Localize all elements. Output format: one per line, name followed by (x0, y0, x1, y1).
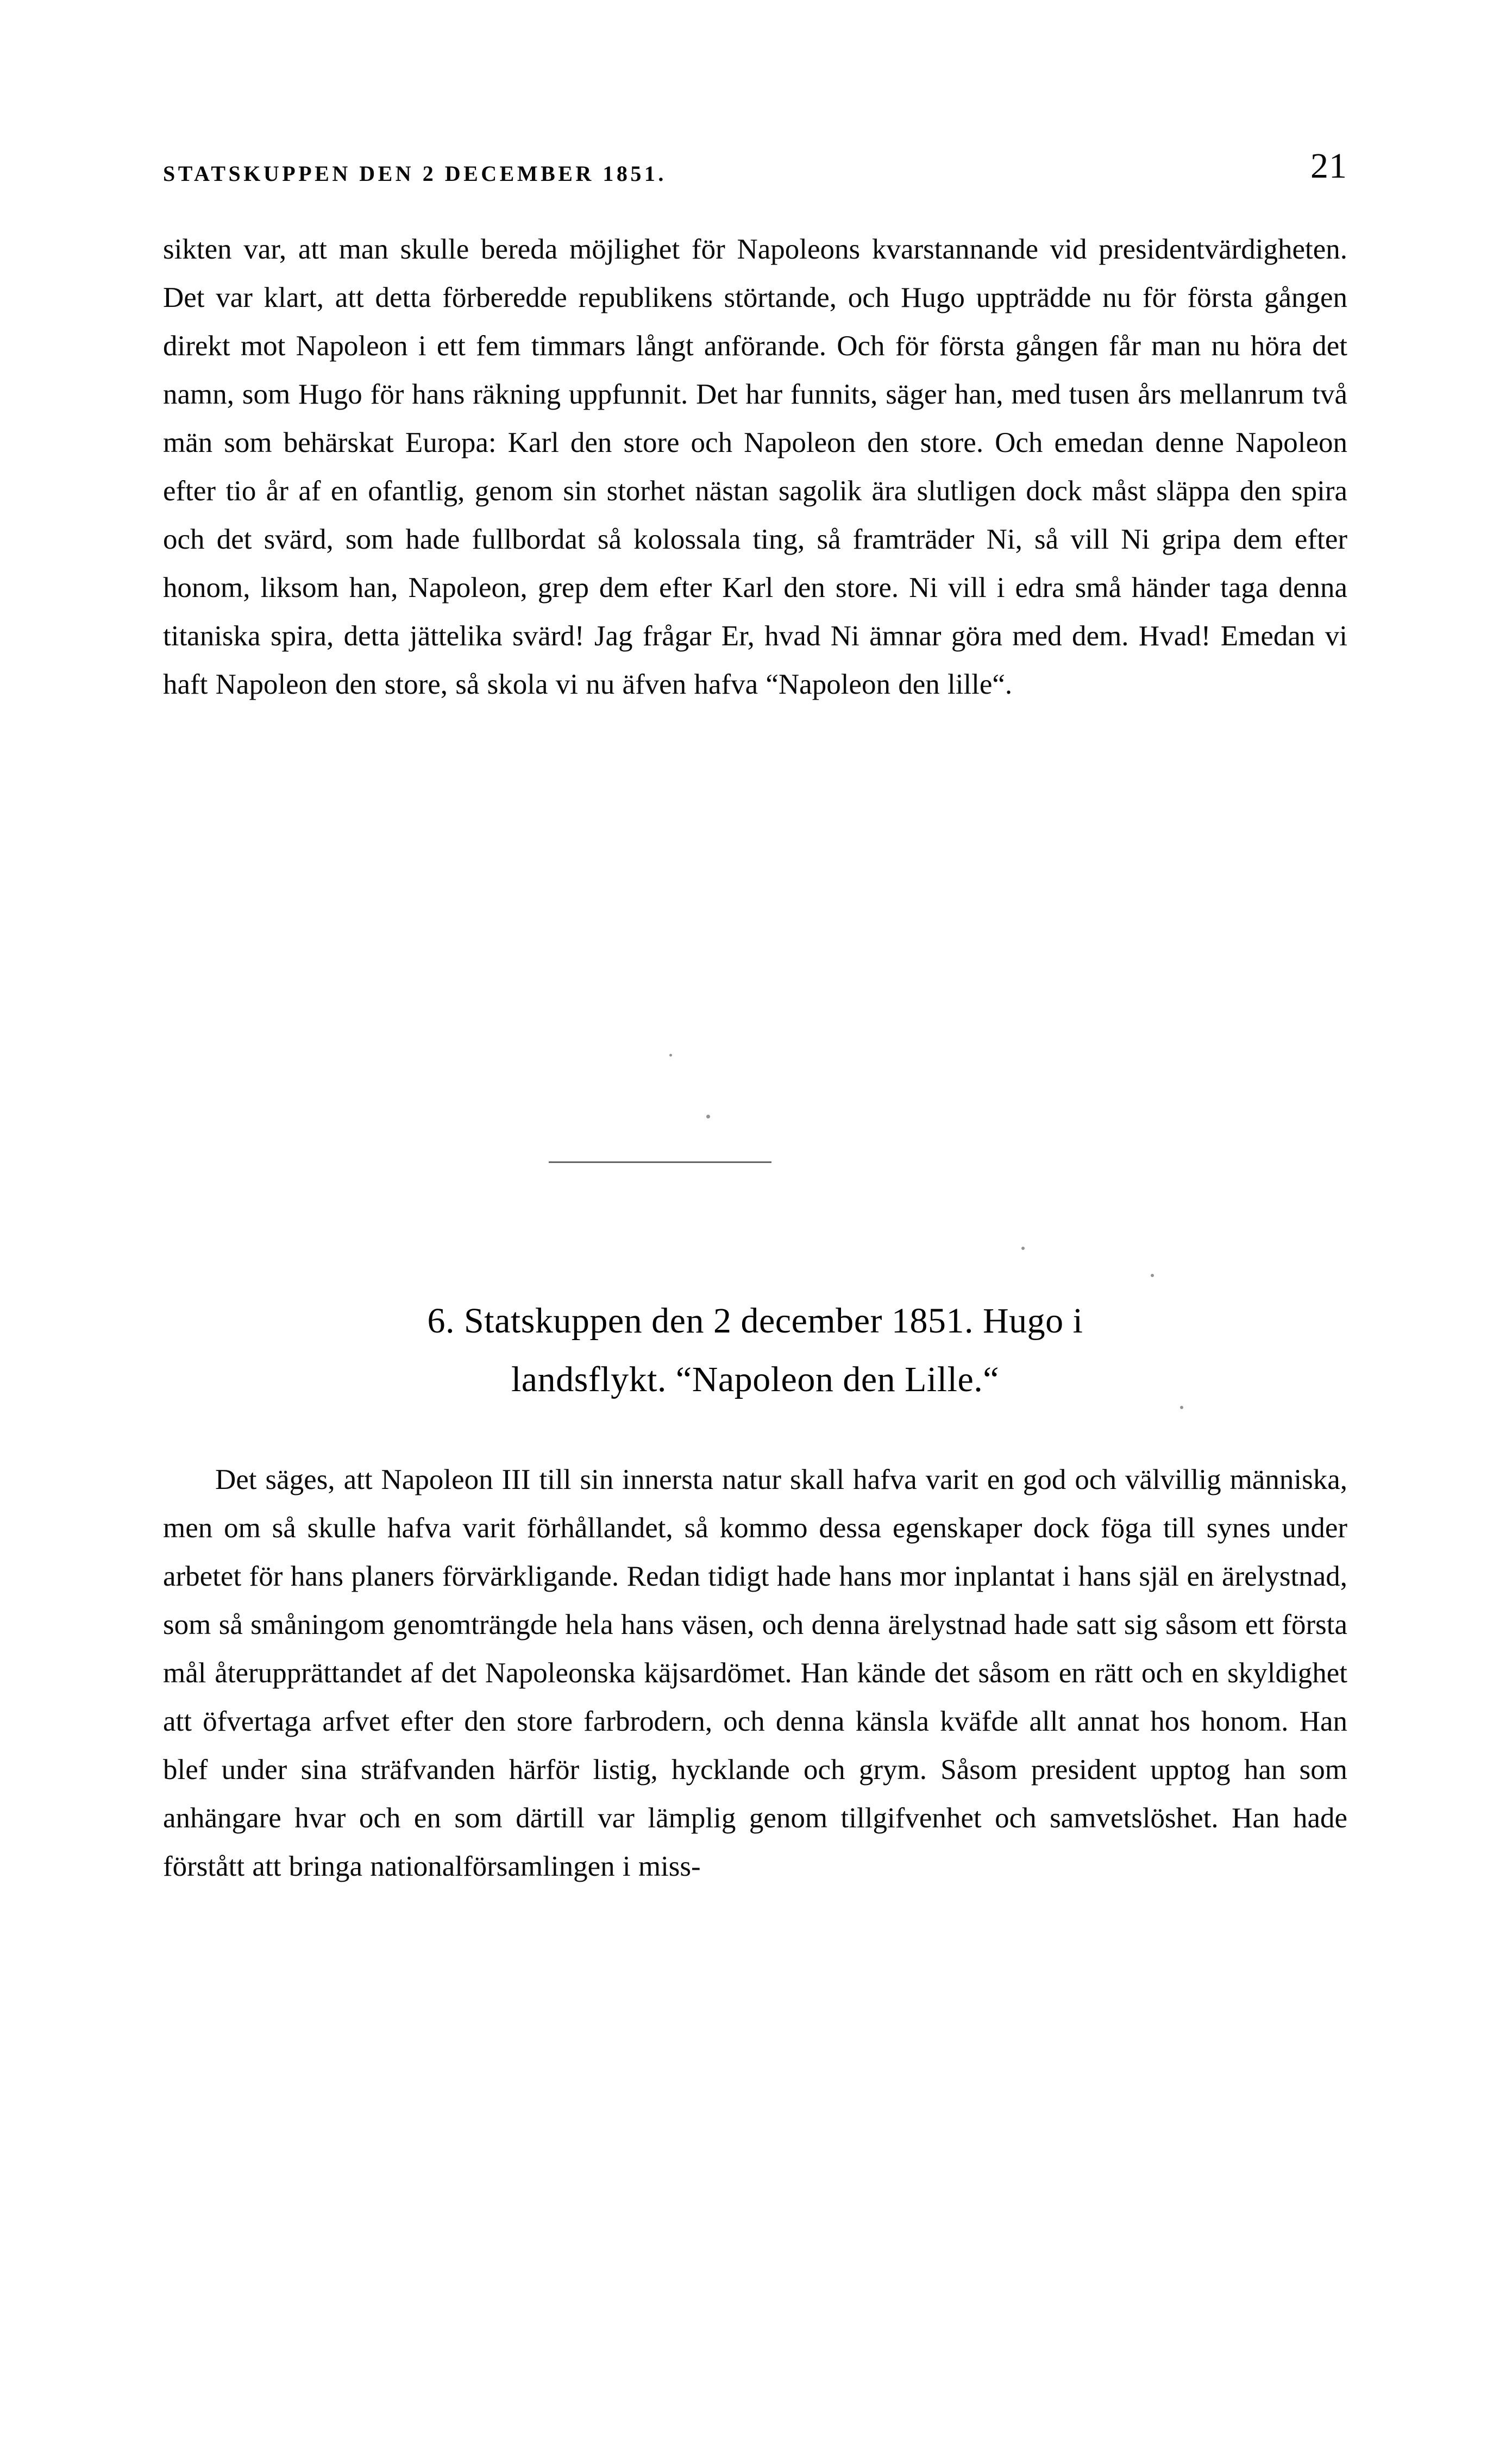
scan-speck (1180, 1406, 1183, 1409)
scan-speck (706, 1115, 710, 1118)
paragraph-article-opening: Det säges, att Napoleon III till sin innersta natur skall hafva varit en god och välvillig människa, men om så skulle hafva varit förhållandet, så kommo dessa egenskaper dock föga till synes under arbetet för hans planers förvärkligande. Redan tidigt hade hans mor inplantat i hans själ en ärelystnad, som så småningom genomträngde hela hans väsen, och denna ärelystnad hade satt sig såsom ett första mål återupprättandet af det Napoleonska käjsardömet. Han kände det såsom en rätt och en skyldighet att öfvertaga arfvet efter den store farbrodern, och denna känsla kväfde allt annat hos honom. Han blef under sina sträfvanden härför listig, hycklande och grym. Såsom president upptog han som anhängare hvar och en som därtill var lämplig genom tillgifvenhet och samvetslöshet. Han hade förstått att bringa nationalförsamlingen i miss- (163, 1464, 1347, 1882)
scan-speck (1021, 1247, 1025, 1250)
body-text-block-article (163, 1456, 1347, 1891)
section-heading-line-1: 6. Statskuppen den 2 december 1851. Hugo i (427, 1301, 1083, 1341)
section-heading-line-2: landsflykt. “Napoleon den Lille.“ (511, 1360, 1000, 1399)
body-text-block-continued (163, 225, 1347, 709)
section-break-rule (549, 1161, 771, 1163)
scan-speck (1151, 1274, 1154, 1277)
paragraph-continued: sikten var, att man skulle bereda möjlighet för Napoleons kvarstannande vid presidentvärdigheten. Det var klart, att detta förberedde republikens störtande, och Hugo uppträdde nu för första gången direkt mot Napoleon i ett fem timmars långt anförande. Och för första gången får man nu höra det namn, som Hugo för hans räkning uppfunnit. Det har funnits, säger han, med tusen års mellanrum två män som behärskat Europa: Karl den store och Napoleon den store. Och emedan denne Napoleon efter tio år af en ofantlig, genom sin storhet nästan sagolik ära slutligen dock måst släppa den spira och det svärd, som hade fullbordat så kolossala ting, så framträder Ni, så vill Ni gripa dem efter honom, liksom han, Napoleon, grep dem efter Karl den store. Ni vill i edra små händer taga denna titaniska spira, detta jättelika svärd! Jag frågar Er, hvad Ni ämnar göra med dem. Hvad! Emedan vi haft Napoleon den store, så skola vi nu äfven hafva “Napoleon den lille“. (163, 234, 1347, 700)
scan-speck (669, 1054, 672, 1057)
section-heading (163, 1292, 1347, 1409)
page-number: 21 (1310, 146, 1347, 186)
running-head-title: STATSKUPPEN DEN 2 DECEMBER 1851. (163, 161, 667, 186)
running-head (163, 146, 1347, 211)
